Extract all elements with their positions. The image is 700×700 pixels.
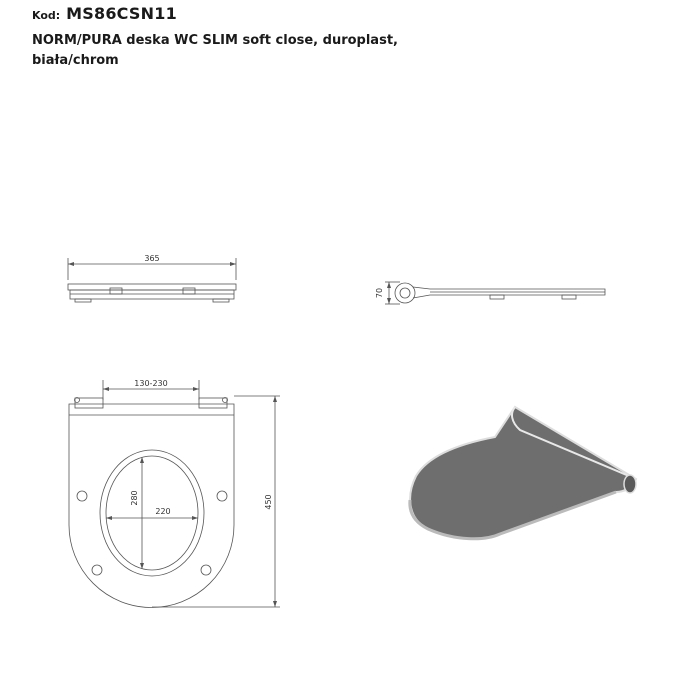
plan-seat-outline [69, 404, 234, 608]
plan-opening-outer [100, 450, 204, 576]
plan-view [69, 380, 280, 608]
top-view-foot-right [213, 299, 229, 302]
seat-render-hinge-roll [624, 475, 636, 493]
side-view-hinge-inner [400, 288, 410, 298]
side-dim-arrow-top [387, 282, 391, 288]
top-dim-arrow-right [230, 262, 236, 266]
plan-bumper-top-left [77, 491, 87, 501]
plan-dim-length-arrow-top [273, 396, 277, 402]
top-view [68, 258, 236, 302]
product-title-line-2: biała/chrom [32, 53, 119, 68]
dim-opening-height-label: 280 [130, 490, 139, 506]
top-view-seat-upper [68, 284, 236, 290]
plan-bumper-bottom-right [201, 565, 211, 575]
plan-dim-length-arrow-bottom [273, 601, 277, 607]
dim-opening-width-label: 220 [155, 507, 171, 516]
product-title-line-1: NORM/PURA deska WC SLIM soft close, duroplast, [32, 33, 398, 48]
side-view [385, 282, 605, 304]
dim-width-top-label: 365 [144, 254, 160, 263]
side-dim-arrow-bottom [387, 298, 391, 304]
plan-bumper-top-right [217, 491, 227, 501]
top-view-hinge-right [183, 288, 195, 294]
top-view-foot-left [75, 299, 91, 302]
side-view-hinge-outer [395, 283, 415, 303]
side-view-bumper-1 [490, 295, 504, 299]
code-label: Kod: [32, 9, 61, 22]
plan-dim-opening-width-arrow-left [106, 516, 112, 520]
code-value: MS86CSN11 [66, 4, 177, 23]
side-view-bumper-2 [562, 295, 576, 299]
plan-dim-hinge-arrow-left [103, 387, 109, 391]
top-view-seat-lower [70, 290, 234, 299]
seat-render-top [410, 407, 636, 539]
top-view-hinge-left [110, 288, 122, 294]
seat-3d-render [410, 407, 636, 539]
plan-opening-inner [106, 456, 198, 570]
plan-dim-hinge-arrow-right [193, 387, 199, 391]
plan-dim-opening-width-arrow-right [192, 516, 198, 520]
dim-hinge-spacing-label: 130-230 [134, 379, 168, 388]
dim-length-total-label: 450 [264, 494, 273, 510]
plan-bumper-bottom-left [92, 565, 102, 575]
top-dim-arrow-left [68, 262, 74, 266]
dim-height-side-label: 70 [375, 287, 384, 299]
